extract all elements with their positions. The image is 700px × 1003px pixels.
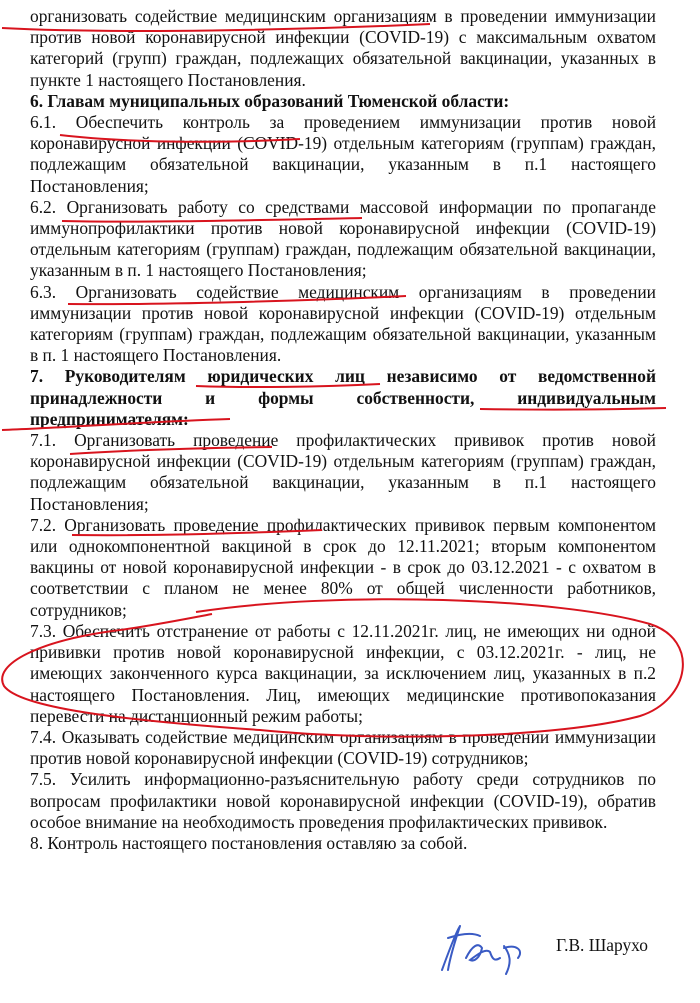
item-7-5: 7.5. Усилить информационно-разъяснительную работу среди сотрудников по вопросам профилактики новой коронавирусной инфекции (COVID-19), обратив особое внимание на необходимость проведения профилактических прививок. — [30, 769, 656, 832]
item-6-2: 6.2. Организовать работу со средствами массовой информации по пропаганде иммунопрофилактики против новой коронавирусной инфекции (COVID-19) отдельным категориям (группам) граждан, подлежащим обязательной вакцинации, указанным в п. 1 настоящего Постановления; — [30, 196, 656, 281]
item-6-1: 6.1. Обеспечить контроль за проведением иммунизации против новой коронавирусной инфекции (COVID-19) отдельным категориям (группам) граждан, подлежащим обязательной вакцинации, указанным в п.1 настоящего Постановления; — [30, 112, 656, 196]
handwritten-signature — [420, 918, 550, 978]
paragraph-continuation: организовать содействие медицинским организациям в проведении иммунизации против новой коронавирусной инфекции (COVID-19) с максимальным охватом категорий (групп) граждан, подлежащих обязательной вакцинации, указанных в пункте 1 настоящего Постановления. — [30, 6, 656, 90]
document-body — [30, 6, 656, 854]
signature-block — [0, 918, 700, 988]
item-7-1: 7.1. Организовать проведение профилактических прививок против новой коронавирусной инфекции (COVID-19) отдельным категориям (группам) граждан, подлежащим обязательной вакцинации, указанным в п.1 настоящего Постановления; — [30, 430, 656, 514]
item-8: 8. Контроль настоящего постановления оставляю за собой. — [30, 832, 468, 853]
section-7-heading: 7. Руководителям юридических лиц независимо от ведомственной принадлежности и формы собственности, индивидуальным предпринимателям: — [30, 366, 656, 429]
signer-name: Г.В. Шарухо — [556, 935, 648, 955]
section-6-heading: 6. Главам муниципальных образований Тюменской области: — [30, 90, 510, 111]
item-7-2: 7.2. Организовать проведение профилактических прививок первым компонентом или однокомпонентной вакциной в срок до 12.11.2021; вторым компонентом вакцины от новой коронавирусной инфекции - в срок до 03.12.2021 - с охватом в соответствии с планом не менее 80% от общей численности работников, сотрудников; — [30, 514, 656, 620]
item-7-3: 7.3. Обеспечить отстранение от работы с 12.11.2021г. лиц, не имеющих ни одной прививки против новой коронавирусной инфекции, с 03.12.2021г. - лиц, не имеющих законченного курса вакцинации, за исключением лиц, указанных в п.2 настоящего Постановления. Лиц, имеющих медицинские противопоказания перевести на дистанционный режим работы; — [30, 620, 656, 726]
item-6-3: 6.3. Организовать содействие медицинским организациям в проведении иммунизации против новой коронавирусной инфекции (COVID-19) отдельным категориям (группам) граждан, подлежащим обязательной вакцинации, указанным в п. 1 настоящего Постановления. — [30, 281, 656, 366]
item-7-4: 7.4. Оказывать содействие медицинским организациям в проведении иммунизации против новой коронавирусной инфекции (COVID-19) сотрудников; — [30, 726, 656, 769]
